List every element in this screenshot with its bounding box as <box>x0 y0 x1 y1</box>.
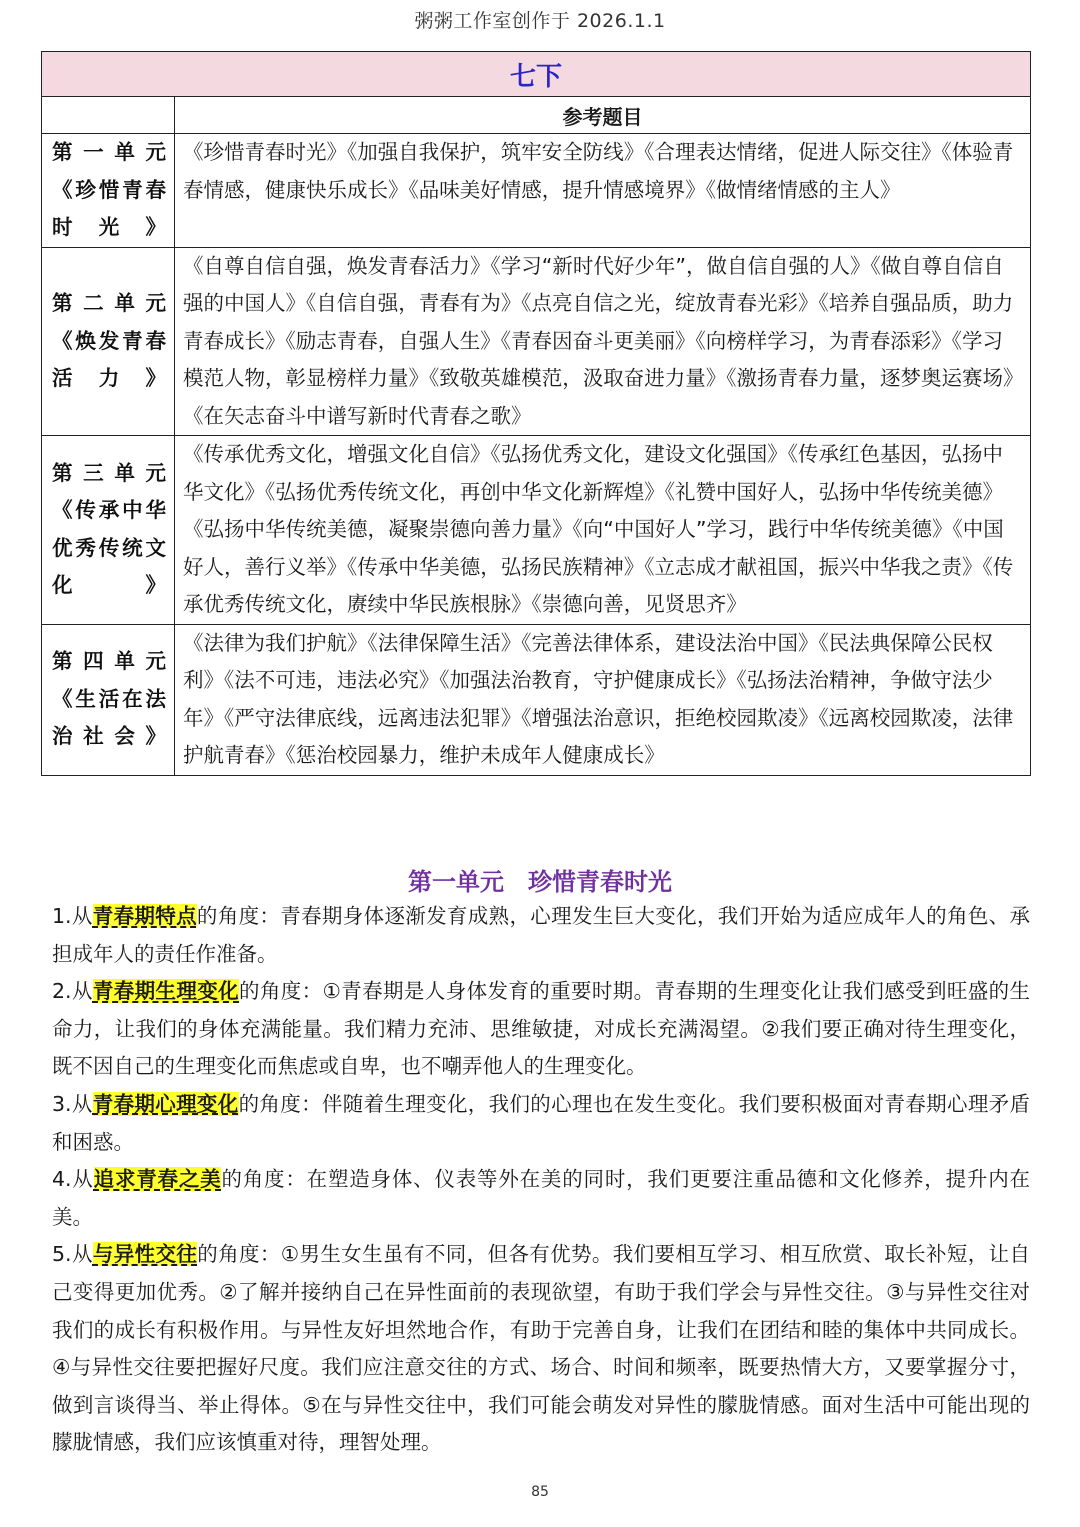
paragraph-text: 的角度：①男生女生虽有不同，但各有优势。我们要相互学习、相互欣赏、取长补短，让自己变得更加优秀。②了解并接纳自己在异性面前的表现欲望，有助于我们学会与异性交往。③与异性交往对我们的成长有积极作用。与异性友好坦然地合作，有助于完善自身，让我们在团结和睦的集体中共同成长。④与异性交往要把握好尺度。我们应注意交往的方式、场合、时间和频率，既要热情大方，又要掌握分寸，做到言谈得当、举止得体。⑤在与异性交往中，我们可能会萌发对异性的朦胧情感。面对生活中可能出现的朦胧情感，我们应该慎重对待，理智处理。 <box>52 1242 1031 1455</box>
unit-name: 第四单元《生活在法治社会》 <box>42 624 175 775</box>
table-title: 七下 <box>42 52 1031 97</box>
table-row <box>42 624 1031 775</box>
table-row <box>42 247 1031 436</box>
paragraph-text: 的角度：青春期身体逐渐发育成熟，心理发生巨大变化，我们开始为适应成年人的角色、承担成年人的责任作准备。 <box>52 904 1031 966</box>
table-header-blank <box>42 97 175 134</box>
paragraph <box>52 1086 1030 1161</box>
unit-topics: 《自尊自信自强，焕发青春活力》《学习“新时代好少年”，做自信自强的人》《做自尊自信自强的中国人》《自信自强，青春有为》《点亮自信之光，绽放青春光彩》《培养自强品质，助力青春成长》《励志青春，自强人生》《青春因奋斗更美丽》《向榜样学习，为青春添彩》《学习模范人物，彰显榜样力量》《致敬英雄模范，汲取奋进力量》《激扬青春力量，逐梦奥运赛场》《在矢志奋斗中谱写新时代青春之歌》 <box>175 247 1031 436</box>
highlight-keyword: 与异性交往 <box>92 1242 198 1267</box>
table-row <box>42 436 1031 625</box>
paragraph <box>52 973 1030 1086</box>
paragraph-text: 的角度：在塑造身体、仪表等外在美的同时，我们更要注重品德和文化修养，提升内在美。 <box>52 1167 1030 1229</box>
highlight-keyword: 青春期生理变化 <box>92 979 239 1004</box>
unit-name: 第一单元《珍惜青春时光》 <box>42 134 175 248</box>
topics-table <box>41 51 1031 776</box>
page-number: 85 <box>531 1484 549 1500</box>
paragraph <box>52 1236 1030 1462</box>
paragraph <box>52 898 1030 973</box>
body-text <box>52 898 1030 1462</box>
unit-topics: 《传承优秀文化，增强文化自信》《弘扬优秀文化，建设文化强国》《传承红色基因，弘扬中华文化》《弘扬优秀传统文化，再创中华文化新辉煌》《礼赞中国好人，弘扬中华传统美德》《弘扬中华传统美德，凝聚崇德向善力量》《向“中国好人”学习，践行中华传统美德》《中国好人，善行义举》《传承中华美德，弘扬民族精神》《立志成才献祖国，振兴中华我之责》《传承优秀传统文化，赓续中华民族根脉》《崇德向善，见贤思齐》 <box>175 436 1031 625</box>
paragraph-prefix: 3.从 <box>52 1091 93 1116</box>
page-header: 粥粥工作室创作于 2026.1.1 <box>414 10 666 32</box>
unit-topics: 《珍惜青春时光》《加强自我保护，筑牢安全防线》《合理表达情绪，促进人际交往》《体验青春情感，健康快乐成长》《品味美好情感，提升情感境界》《做情绪情感的主人》 <box>175 134 1031 248</box>
paragraph-prefix: 4.从 <box>52 1167 94 1192</box>
table-row <box>42 134 1031 248</box>
highlight-keyword: 追求青春之美 <box>93 1167 222 1192</box>
paragraph-prefix: 1.从 <box>52 904 93 928</box>
paragraph-prefix: 5.从 <box>52 1242 93 1267</box>
paragraph-text: 的角度：①青春期是人身体发育的重要时期。青春期的生理变化让我们感受到旺盛的生命力，让我们的身体充满能量。我们精力充沛、思维敏捷，对成长充满渴望。②我们要正确对待生理变化，既不因自己的生理变化而焦虑或自卑，也不嘲弄他人的生理变化。 <box>52 979 1030 1079</box>
highlight-keyword: 青春期心理变化 <box>92 1091 239 1116</box>
paragraph-text: 的角度：伴随着生理变化，我们的心理也在发生变化。我们要积极面对青春期心理矛盾和困惑。 <box>52 1091 1031 1154</box>
unit-name: 第三单元《传承中华优秀传统文化》 <box>42 436 175 625</box>
highlight-keyword: 青春期特点 <box>92 904 197 928</box>
table-column-header: 参考题目 <box>175 97 1031 134</box>
paragraph-prefix: 2.从 <box>52 979 93 1004</box>
section-title: 第一单元 珍惜青春时光 <box>408 868 672 896</box>
unit-name: 第二单元《焕发青春活力》 <box>42 247 175 436</box>
paragraph <box>52 1161 1030 1236</box>
unit-topics: 《法律为我们护航》《法律保障生活》《完善法律体系，建设法治中国》《民法典保障公民权利》《法不可违，违法必究》《加强法治教育，守护健康成长》《弘扬法治精神，争做守法少年》《严守法律底线，远离违法犯罪》《增强法治意识，拒绝校园欺凌》《远离校园欺凌，法律护航青春》《惩治校园暴力，维护未成年人健康成长》 <box>175 624 1031 775</box>
